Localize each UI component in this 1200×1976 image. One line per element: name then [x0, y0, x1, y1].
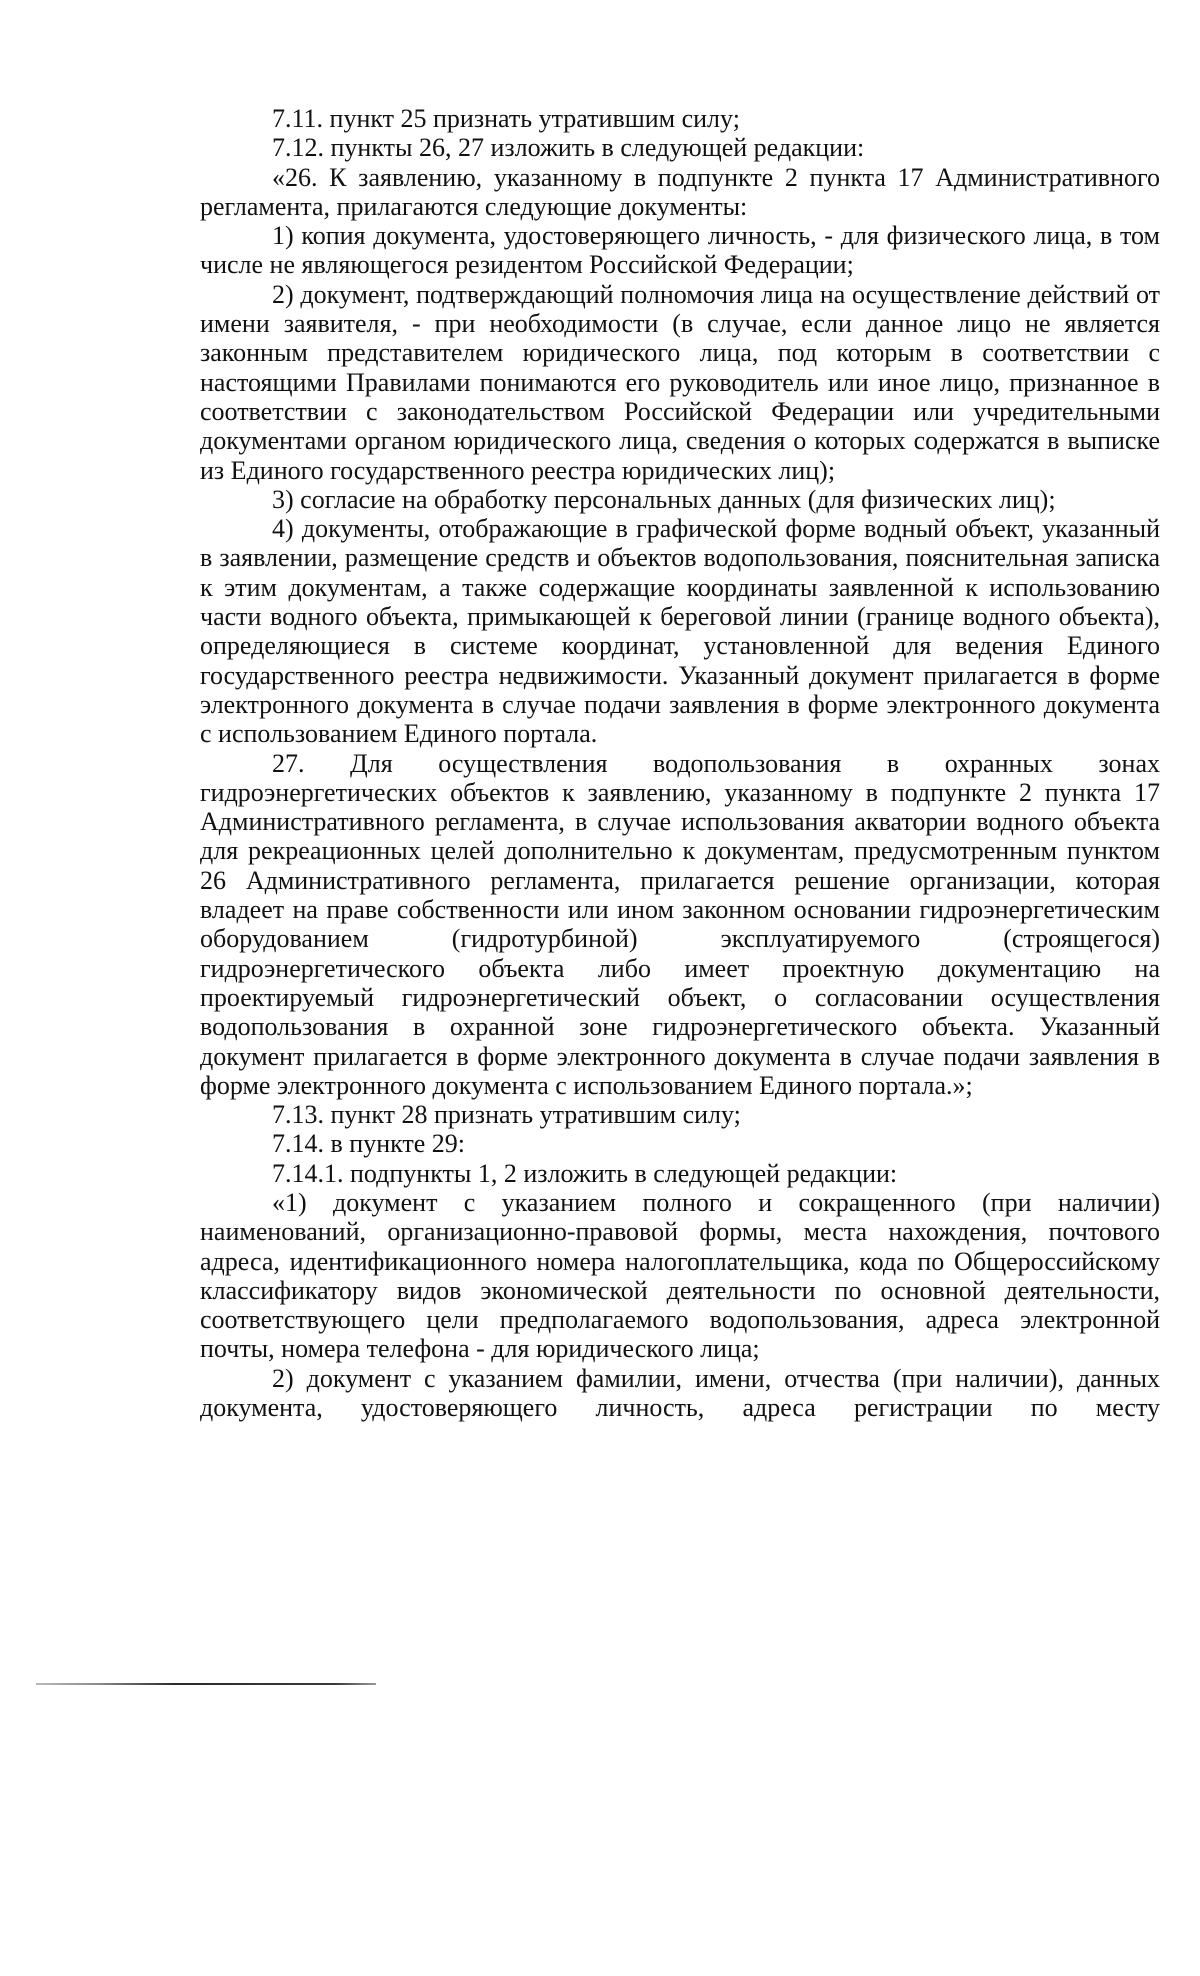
- paragraph-26-item-4: 4) документы, отображающие в графической форме водный объект, указанный в заявлении, размещение средств и объектов водопользования, пояснительная записка к этим документам, а также содержащие координаты заявленной к использованию части водного объекта, примыкающей к береговой линии (границе водного объекта), определяющиеся в системе координат, установленной для ведения Единого государственного реестра недвижимости. Указанный документ прилагается в форме электронного документа в случае подачи заявления в форме электронного документа с использованием Единого портала.: [200, 514, 1160, 749]
- paragraph-26-item-1: 1) копия документа, удостоверяющего личность, - для физического лица, в том числе не являющегося резидентом Российской Федерации;: [200, 221, 1160, 280]
- paragraph-7-14-1: 7.14.1. подпункты 1, 2 изложить в следующей редакции:: [272, 1158, 898, 1188]
- paragraph-26-intro: «26. К заявлению, указанному в подпункте 2 пункта 17 Административного регламента, прилагаются следующие документы:: [200, 162, 1160, 221]
- paragraph-7-11: 7.11. пункт 25 признать утратившим силу;: [272, 104, 740, 133]
- paragraph-29-item-1: «1) документ с указанием полного и сокращенного (при наличии) наименований, организационно-правовой формы, места нахождения, почтового адреса, идентификационного номера налогоплательщика, кода по Общероссийскому классификатору видов экономической деятельности по основной деятельности, соответствующего цели предполагаемого водопользования, адреса электронной почты, номера телефона - для юридического лица;: [200, 1187, 1160, 1364]
- footnote-separator-line: [36, 1683, 376, 1685]
- paragraph-26-item-3: 3) согласие на обработку персональных данных (для физических лиц);: [272, 484, 1056, 514]
- paragraph-7-13: 7.13. пункт 28 признать утратившим силу;: [272, 1100, 741, 1130]
- document-body: [200, 104, 1160, 1422]
- paragraph-29-item-2: 2) документ с указанием фамилии, имени, отчества (при наличии), данных документа, удостоверяющего личность, адреса регистрации по месту: [200, 1363, 1160, 1423]
- paragraph-7-12: 7.12. пункты 26, 27 изложить в следующей редакции:: [272, 133, 865, 163]
- paragraph-27: 27. Для осуществления водопользования в охранных зонах гидроэнергетических объектов к заявлению, указанному в подпункте 2 пункта 17 Административного регламента, в случае использования акватории водного объекта для рекреационных целей дополнительно к документам, предусмотренным пунктом 26 Административного регламента, прилагается решение организации, которая владеет на праве собственности или ином законном основании гидроэнергетическим оборудованием (гидротурбиной) эксплуатируемого (строящегося) гидроэнергетического объекта либо имеет проектную документацию на проектируемый гидроэнергетический объект, о согласовании осуществления водопользования в охранной зоне гидроэнергетического объекта. Указанный документ прилагается в форме электронного документа в случае подачи заявления в форме электронного документа с использованием Единого портала.»;: [200, 748, 1160, 1100]
- paragraph-26-item-2: 2) документ, подтверждающий полномочия лица на осуществление действий от имени заявителя, - при необходимости (в случае, если данное лицо не является законным представителем юридического лица, под которым в соответствии с настоящими Правилами понимаются его руководитель или иное лицо, признанное в соответствии с законодательством Российской Федерации или учредительными документами органом юридического лица, сведения о которых содержатся в выписке из Единого государственного реестра юридических лиц);: [200, 279, 1160, 485]
- paragraph-7-14: 7.14. в пункте 29:: [272, 1129, 466, 1159]
